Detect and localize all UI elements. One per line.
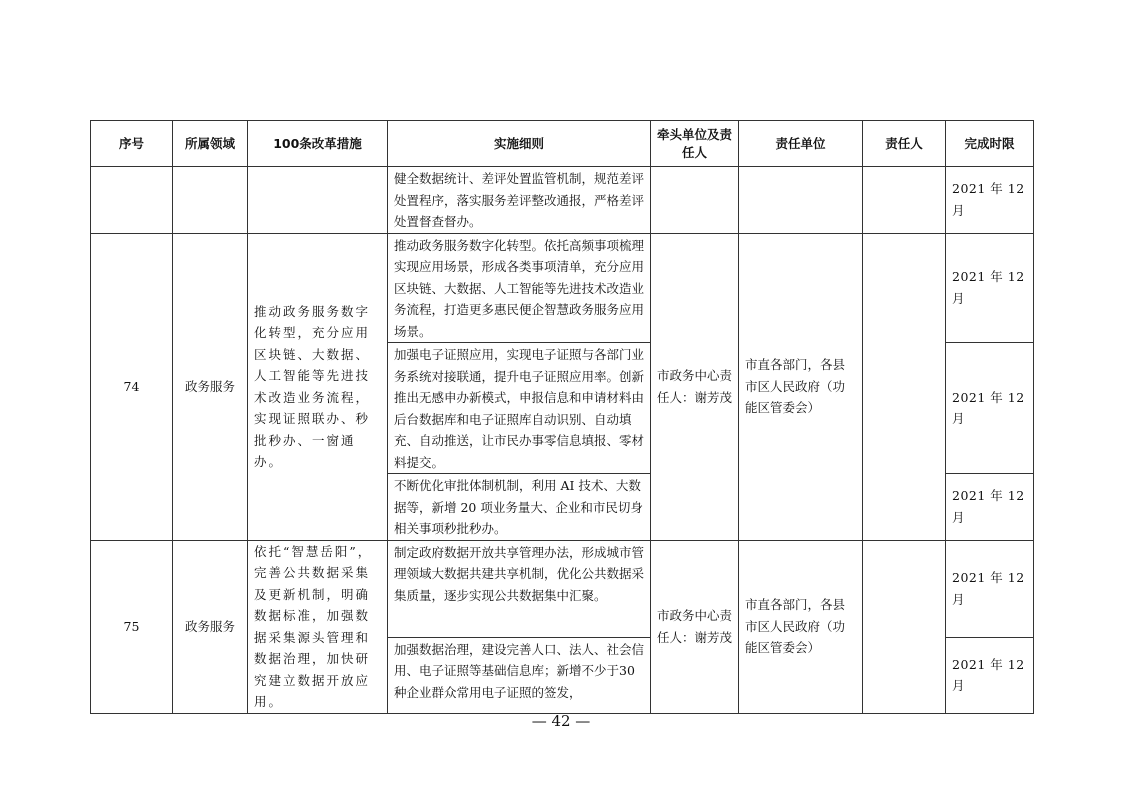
- header-field: 所属领域: [173, 121, 248, 167]
- header-measure: 100条改革措施: [248, 121, 388, 167]
- deadline-cell: 2021 年 12 月: [946, 540, 1034, 637]
- person-cell: [863, 540, 946, 713]
- cell-empty: [739, 167, 863, 234]
- units-cell: 市直各部门，各县市区人民政府（功能区管委会）: [739, 540, 863, 713]
- row-number: 74: [91, 233, 173, 540]
- measure-cell: 依托“智慧岳阳”，完善公共数据采集及更新机制，明确数据标准，加强数据采集源头管理和数据治理，加快研究建立数据开放应用。: [248, 540, 388, 713]
- field-cell: 政务服务: [173, 540, 248, 713]
- table-row: [91, 540, 1034, 637]
- header-lead: 牵头单位及责任人: [651, 121, 739, 167]
- measure-cell: 推动政务服务数字化转型，充分应用区块链、大数据、人工智能等先进技术改造业务流程，实现证照联办、秒批秒办、一窗通办。: [248, 233, 388, 540]
- table-row: [91, 233, 1034, 343]
- detail-cell: 不断优化审批体制机制，利用 AI 技术、大数据等，新增 20 项业务量大、企业和市民切身相关事项秒批秒办。: [388, 474, 651, 541]
- detail-cell: 加强电子证照应用，实现电子证照与各部门业务系统对接联通，提升电子证照应用率。创新推出无感申办新模式，申报信息和申请材料由后台数据库和电子证照库自动识别、自动填充、自动推送，让市民办事零信息填报、零材料提交。: [388, 343, 651, 474]
- header-details: 实施细则: [388, 121, 651, 167]
- detail-cell: 加强数据治理，建设完善人口、法人、社会信用、电子证照等基础信息库；新增不少于30种企业群众常用电子证照的签发，: [388, 637, 651, 713]
- page-number: — 42 —: [531, 712, 591, 730]
- header-units: 责任单位: [739, 121, 863, 167]
- detail-cell: 制定政府数据开放共享管理办法，形成城市管理领域大数据共建共享机制，优化公共数据采集质量，逐步实现公共数据集中汇聚。: [388, 540, 651, 637]
- header-person: 责任人: [863, 121, 946, 167]
- deadline-cell: 2021 年 12 月: [946, 167, 1034, 234]
- table-row: [91, 167, 1034, 234]
- header-deadline: 完成时限: [946, 121, 1034, 167]
- person-cell: [863, 233, 946, 540]
- field-cell: 政务服务: [173, 233, 248, 540]
- cell-empty: [863, 167, 946, 234]
- units-cell: 市直各部门，各县市区人民政府（功能区管委会）: [739, 233, 863, 540]
- detail-cell: 推动政务服务数字化转型。依托高频事项梳理实现应用场景，形成各类事项清单，充分应用区块链、大数据、人工智能等先进技术改造业务流程，打造更多惠民便企智慧政务服务应用场景。: [388, 233, 651, 343]
- cell-empty: [248, 167, 388, 234]
- lead-cell: 市政务中心责任人：谢芳茂: [651, 233, 739, 540]
- deadline-cell: 2021 年 12 月: [946, 474, 1034, 541]
- row-number: 75: [91, 540, 173, 713]
- cell-empty: [91, 167, 173, 234]
- cell-empty: [173, 167, 248, 234]
- table-header: [91, 121, 1034, 167]
- header-no: 序号: [91, 121, 173, 167]
- deadline-cell: 2021 年 12 月: [946, 637, 1034, 713]
- lead-cell: 市政务中心责任人：谢芳茂: [651, 540, 739, 713]
- reform-measures-table: [90, 120, 1034, 714]
- cell-empty: [651, 167, 739, 234]
- detail-cell: 健全数据统计、差评处置监管机制，规范差评处置程序，落实服务差评整改通报，严格差评处置督查督办。: [388, 167, 651, 234]
- deadline-cell: 2021 年 12 月: [946, 343, 1034, 474]
- deadline-cell: 2021 年 12 月: [946, 233, 1034, 343]
